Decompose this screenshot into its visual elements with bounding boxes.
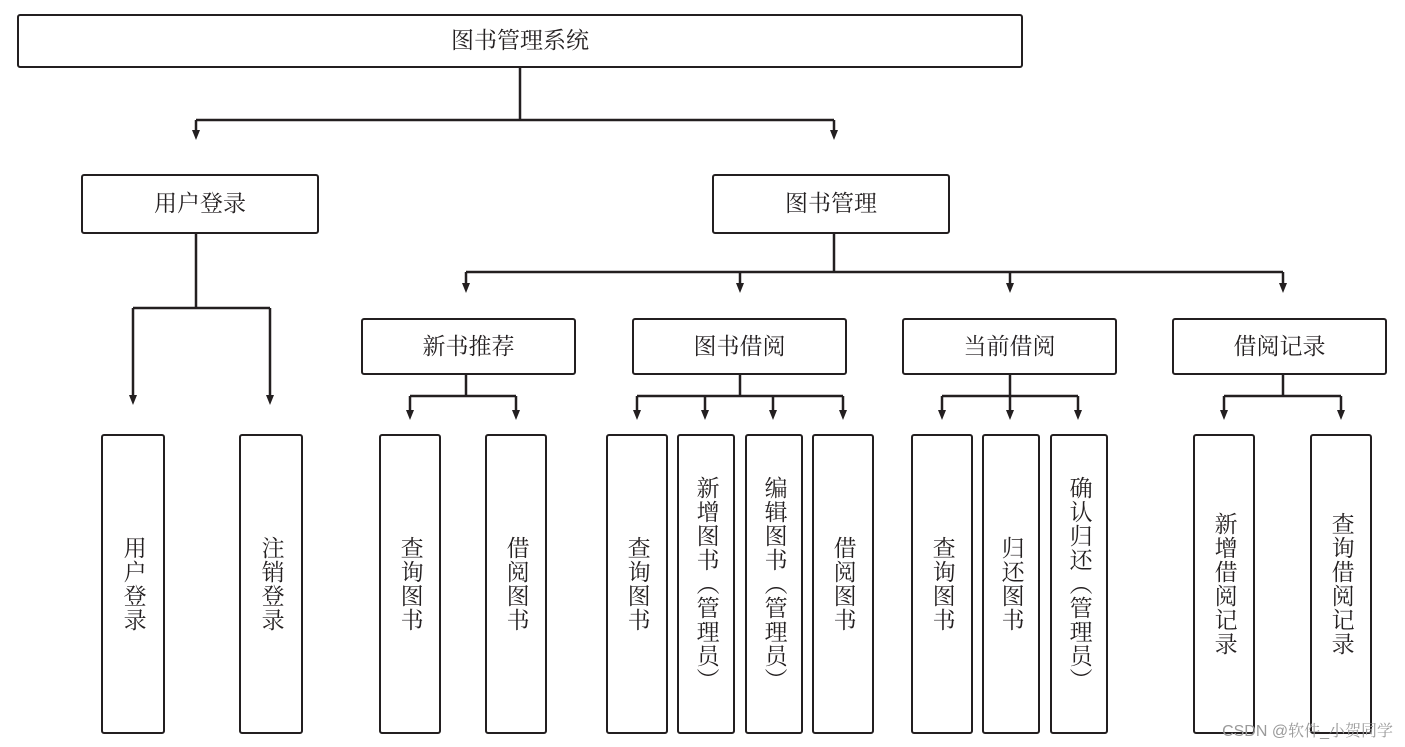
node-leaf-borrow-book[interactable] bbox=[812, 434, 874, 734]
node-leaf-add-record-label: 新增借阅记录 bbox=[1211, 512, 1238, 656]
node-leaf-edit-book[interactable] bbox=[745, 434, 803, 734]
node-leaf-query-record-label: 查询借阅记录 bbox=[1328, 512, 1355, 656]
node-book-borrow[interactable] bbox=[632, 318, 847, 375]
watermark: CSDN @软件_小贺同学 bbox=[1222, 723, 1393, 740]
node-leaf-query-book-current[interactable] bbox=[911, 434, 973, 734]
node-new-book-recommend-label: 新书推荐 bbox=[422, 332, 515, 359]
node-leaf-borrow-book-new[interactable] bbox=[485, 434, 547, 734]
node-leaf-logout-label: 注销登录 bbox=[258, 536, 285, 632]
node-leaf-borrow-book-new-label: 借阅图书 bbox=[503, 536, 530, 632]
node-new-book-recommend[interactable] bbox=[361, 318, 576, 375]
node-borrow-records-label: 借阅记录 bbox=[1233, 332, 1326, 359]
node-leaf-add-record[interactable] bbox=[1193, 434, 1255, 734]
node-leaf-logout[interactable] bbox=[239, 434, 303, 734]
node-leaf-return-book-label: 归还图书 bbox=[998, 536, 1025, 632]
node-leaf-add-book[interactable] bbox=[677, 434, 735, 734]
node-leaf-user-login-label: 用户登录 bbox=[120, 536, 147, 632]
node-leaf-confirm-return[interactable] bbox=[1050, 434, 1108, 734]
node-current-borrow-label: 当前借阅 bbox=[963, 332, 1056, 359]
node-leaf-query-record[interactable] bbox=[1310, 434, 1372, 734]
node-leaf-query-book-new[interactable] bbox=[379, 434, 441, 734]
node-book-management[interactable] bbox=[712, 174, 950, 234]
node-leaf-query-book-borrow[interactable] bbox=[606, 434, 668, 734]
node-leaf-add-book-label: 新增图书（管理员） bbox=[693, 476, 720, 692]
node-leaf-query-book-current-label: 查询图书 bbox=[929, 536, 956, 632]
node-leaf-user-login[interactable] bbox=[101, 434, 165, 734]
node-leaf-edit-book-label: 编辑图书（管理员） bbox=[761, 476, 788, 692]
node-root[interactable] bbox=[17, 14, 1023, 68]
node-leaf-return-book[interactable] bbox=[982, 434, 1040, 734]
node-leaf-confirm-return-label: 确认归还（管理员） bbox=[1066, 476, 1093, 692]
node-user-login-label: 用户登录 bbox=[154, 190, 246, 217]
node-root-label: 图书管理系统 bbox=[451, 27, 589, 54]
node-leaf-borrow-book-label: 借阅图书 bbox=[830, 536, 857, 632]
node-leaf-query-book-borrow-label: 查询图书 bbox=[624, 536, 651, 632]
node-current-borrow[interactable] bbox=[902, 318, 1117, 375]
node-borrow-records[interactable] bbox=[1172, 318, 1387, 375]
node-leaf-query-book-new-label: 查询图书 bbox=[397, 536, 424, 632]
node-book-management-label: 图书管理 bbox=[785, 190, 877, 217]
node-book-borrow-label: 图书借阅 bbox=[693, 332, 786, 359]
node-user-login[interactable] bbox=[81, 174, 319, 234]
